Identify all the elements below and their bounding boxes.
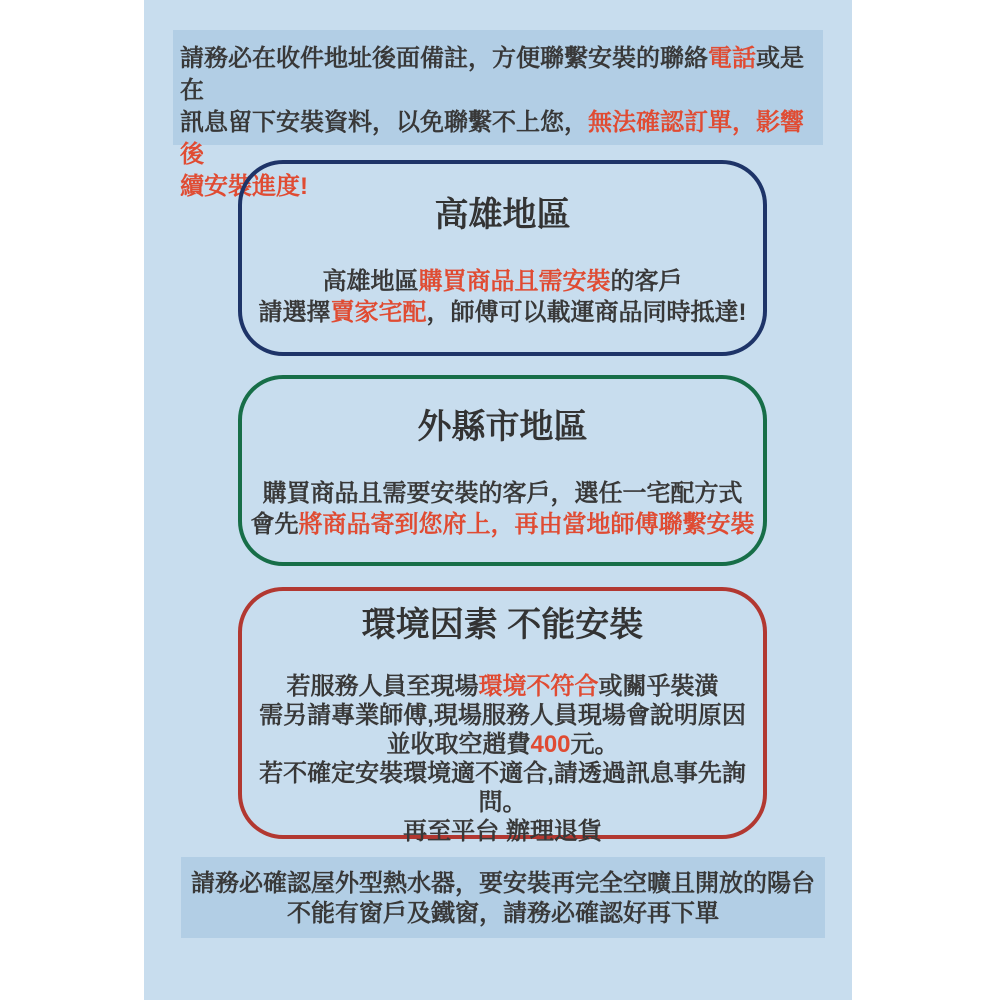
blue-background-column <box>144 0 852 1000</box>
text-segment: 高雄地區 <box>322 268 419 295</box>
text-segment: 若服務人員至現場 <box>286 673 479 700</box>
contact-reminder-notice <box>173 30 823 200</box>
highlight-text-segment: 續安裝進度! <box>180 173 308 200</box>
body-line <box>242 266 763 297</box>
kaohsiung-box-title: 高雄地區 <box>434 196 571 234</box>
notice-line <box>181 899 825 929</box>
text-segment: 或是在 <box>180 45 804 104</box>
other-counties-box-body <box>242 478 763 540</box>
text-segment: 請選擇 <box>258 299 331 326</box>
text-segment: 並收取空趙費 <box>386 731 531 758</box>
highlight-text-segment: 電話 <box>708 45 756 72</box>
text-segment: 會先 <box>250 511 299 538</box>
environment-restriction-box <box>238 587 767 845</box>
kaohsiung-area-box <box>238 160 767 356</box>
text-segment: ，師傅可以載運商品同時抵達! <box>426 299 747 326</box>
text-segment: 購買商品且需要安裝的客戶，選任一宅配方式 <box>262 480 743 507</box>
highlight-text-segment: 無法確認訂單，影響後 <box>180 109 804 168</box>
environment-box-title: 環境因素 不能安裝 <box>361 606 644 644</box>
text-segment: 或關乎裝潢 <box>598 673 719 700</box>
body-line <box>242 478 763 509</box>
text-segment: 請務必在收件地址後面備註，方便聯繫安裝的聯絡 <box>180 45 708 72</box>
body-line <box>242 730 763 759</box>
highlight-text-segment: 購買商品且需安裝 <box>418 268 611 295</box>
other-counties-box <box>238 375 767 566</box>
text-segment: 元。 <box>570 731 619 758</box>
text-segment: 不能有窗戶及鐵窗，請務必確認好再下單 <box>287 900 719 927</box>
notice-line <box>180 43 817 107</box>
body-line <box>242 817 763 846</box>
text-segment: 需另請專業師傅,現場服務人員現場會說明原因 <box>259 702 746 729</box>
highlight-text-segment: 將商品寄到您府上，再由當地師傅聯繫安裝 <box>298 511 755 538</box>
highlight-text-segment: 400 <box>530 731 571 758</box>
body-line <box>242 759 763 817</box>
other-counties-box-title: 外縣市地區 <box>417 408 588 446</box>
body-line <box>242 701 763 730</box>
highlight-text-segment: 賣家宅配 <box>330 299 427 326</box>
body-line <box>242 672 763 701</box>
text-segment: 訊息留下安裝資料，以免聯繫不上您， <box>180 109 588 136</box>
environment-box-body <box>242 672 763 846</box>
text-segment: 若不確定安裝環境適不適合,請透過訊息事先詢問。 <box>259 760 746 816</box>
text-segment: 請務必確認屋外型熱水器，要安裝再完全空曠且開放的陽台 <box>191 870 815 897</box>
outdoor-heater-notice <box>181 857 825 938</box>
kaohsiung-box-body <box>242 266 763 328</box>
text-segment: 再至平台 辦理退貨 <box>403 818 602 845</box>
text-segment: 的客戶 <box>610 268 683 295</box>
body-line <box>242 509 763 540</box>
highlight-text-segment: 環境不符合 <box>478 673 599 700</box>
notice-line <box>181 869 825 899</box>
body-line <box>242 297 763 328</box>
